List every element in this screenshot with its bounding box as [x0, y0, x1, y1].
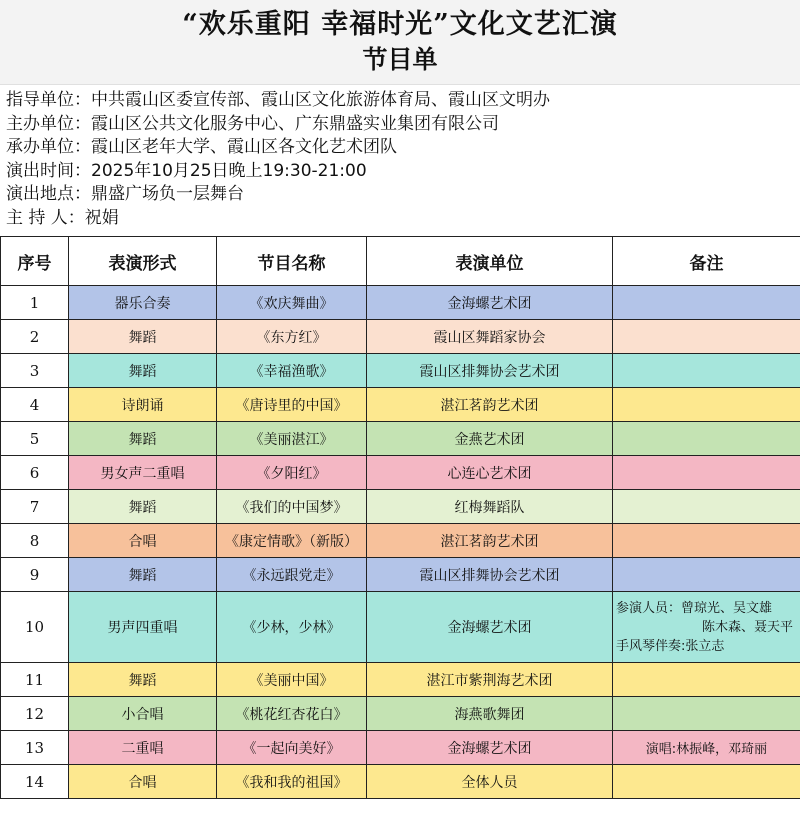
row-form: 合唱 — [69, 765, 217, 799]
row-note — [613, 524, 800, 558]
row-unit: 海燕歌舞团 — [367, 697, 613, 731]
header-unit: 表演单位 — [367, 237, 613, 286]
row-program-name: 《唐诗里的中国》 — [217, 388, 367, 422]
table-row — [1, 422, 800, 456]
program-title: “欢乐重阳 幸福时光”文化文艺汇演 — [182, 9, 618, 40]
row-note — [613, 663, 800, 697]
info-show-venue: 演出地点：鼎盛广场负一层舞台 — [6, 184, 244, 204]
row-form: 舞蹈 — [69, 663, 217, 697]
table-row — [1, 490, 800, 524]
row-note: 演唱:林振峰，邓琦丽 — [613, 731, 800, 765]
row-form: 舞蹈 — [69, 422, 217, 456]
row-seq: 10 — [1, 592, 69, 663]
row-program-name: 《永远跟党走》 — [217, 558, 367, 592]
table-row — [1, 697, 800, 731]
row-unit: 霞山区舞蹈家协会 — [367, 320, 613, 354]
program-table — [0, 236, 800, 799]
row-form: 合唱 — [69, 524, 217, 558]
row-note — [613, 456, 800, 490]
row-form: 小合唱 — [69, 697, 217, 731]
row-program-name: 《桃花红杏花白》 — [217, 697, 367, 731]
row-note — [613, 320, 800, 354]
info-emcee: 主 持 人：祝娟 — [6, 207, 119, 228]
row-form: 舞蹈 — [69, 490, 217, 524]
row-note — [613, 286, 800, 320]
info-show-time: 演出时间：2025年10月25日晚上19:30-21:00 — [6, 160, 367, 181]
table-row — [1, 765, 800, 799]
row-unit: 湛江市紫荆海艺术团 — [367, 663, 613, 697]
row-form: 舞蹈 — [69, 354, 217, 388]
header-seq: 序号 — [1, 237, 69, 286]
note-accompanist: 手风琴伴奏:张立志 — [616, 638, 725, 654]
note-performers: 参演人员：曾琼光、吴文雄 — [616, 600, 773, 616]
row-seq: 5 — [1, 422, 69, 456]
table-row — [1, 524, 800, 558]
table-row — [1, 592, 800, 663]
row-unit: 霞山区排舞协会艺术团 — [367, 558, 613, 592]
table-row — [1, 388, 800, 422]
row-seq: 11 — [1, 663, 69, 697]
row-seq: 14 — [1, 765, 69, 799]
row-form: 舞蹈 — [69, 320, 217, 354]
row-seq: 3 — [1, 354, 69, 388]
row-form: 男女声二重唱 — [69, 456, 217, 490]
row-program-name: 《夕阳红》 — [217, 456, 367, 490]
row-note — [613, 354, 800, 388]
row-unit: 湛江茗韵艺术团 — [367, 388, 613, 422]
header-form: 表演形式 — [69, 237, 217, 286]
row-program-name: 《少林，少林》 — [217, 592, 367, 663]
row-unit: 湛江茗韵艺术团 — [367, 524, 613, 558]
row-note — [613, 422, 800, 456]
table-header-row — [1, 237, 800, 286]
table-row — [1, 558, 800, 592]
row-program-name: 《美丽中国》 — [217, 663, 367, 697]
row-note — [613, 388, 800, 422]
row-note — [613, 697, 800, 731]
row-seq: 9 — [1, 558, 69, 592]
row-program-name: 《我和我的祖国》 — [217, 765, 367, 799]
row-unit: 金海螺艺术团 — [367, 286, 613, 320]
row-note — [613, 592, 800, 663]
row-note — [613, 558, 800, 592]
row-unit: 金海螺艺术团 — [367, 592, 613, 663]
table-row — [1, 354, 800, 388]
event-info — [0, 85, 800, 233]
row-unit: 红梅舞蹈队 — [367, 490, 613, 524]
row-unit: 心连心艺术团 — [367, 456, 613, 490]
row-form: 二重唱 — [69, 731, 217, 765]
row-unit: 霞山区排舞协会艺术团 — [367, 354, 613, 388]
row-program-name: 《美丽湛江》 — [217, 422, 367, 456]
row-unit: 金燕艺术团 — [367, 422, 613, 456]
row-seq: 8 — [1, 524, 69, 558]
row-seq: 13 — [1, 731, 69, 765]
table-row — [1, 320, 800, 354]
row-form: 男声四重唱 — [69, 592, 217, 663]
header-note: 备注 — [613, 237, 800, 286]
program-title-block — [0, 0, 800, 85]
row-note — [613, 490, 800, 524]
info-organizer-units: 承办单位：霞山区老年大学、霞山区各文化艺术团队 — [6, 137, 397, 157]
table-row — [1, 731, 800, 765]
row-program-name: 《我们的中国梦》 — [217, 490, 367, 524]
row-unit: 金海螺艺术团 — [367, 731, 613, 765]
program-subtitle: 节目单 — [362, 45, 438, 74]
row-form: 舞蹈 — [69, 558, 217, 592]
row-program-name: 《一起向美好》 — [217, 731, 367, 765]
row-seq: 6 — [1, 456, 69, 490]
row-note — [613, 765, 800, 799]
row-program-name: 《幸福渔歌》 — [217, 354, 367, 388]
row-seq: 4 — [1, 388, 69, 422]
row-program-name: 《康定情歌》（新版） — [217, 524, 367, 558]
info-host-units: 主办单位：霞山区公共文化服务中心、广东鼎盛实业集团有限公司 — [6, 113, 499, 134]
table-row — [1, 286, 800, 320]
row-program-name: 《欢庆舞曲》 — [217, 286, 367, 320]
row-seq: 1 — [1, 286, 69, 320]
row-form: 器乐合奏 — [69, 286, 217, 320]
table-row — [1, 663, 800, 697]
row-seq: 12 — [1, 697, 69, 731]
row-unit: 全体人员 — [367, 765, 613, 799]
info-guidance-units: 指导单位：中共霞山区委宣传部、霞山区文化旅游体育局、霞山区文明办 — [6, 90, 550, 110]
row-seq: 7 — [1, 490, 69, 524]
header-name: 节目名称 — [217, 237, 367, 286]
row-seq: 2 — [1, 320, 69, 354]
row-form: 诗朗诵 — [69, 388, 217, 422]
row-program-name: 《东方红》 — [217, 320, 367, 354]
note-performers-cont: 陈木森、聂天平 — [701, 619, 793, 635]
table-row — [1, 456, 800, 490]
